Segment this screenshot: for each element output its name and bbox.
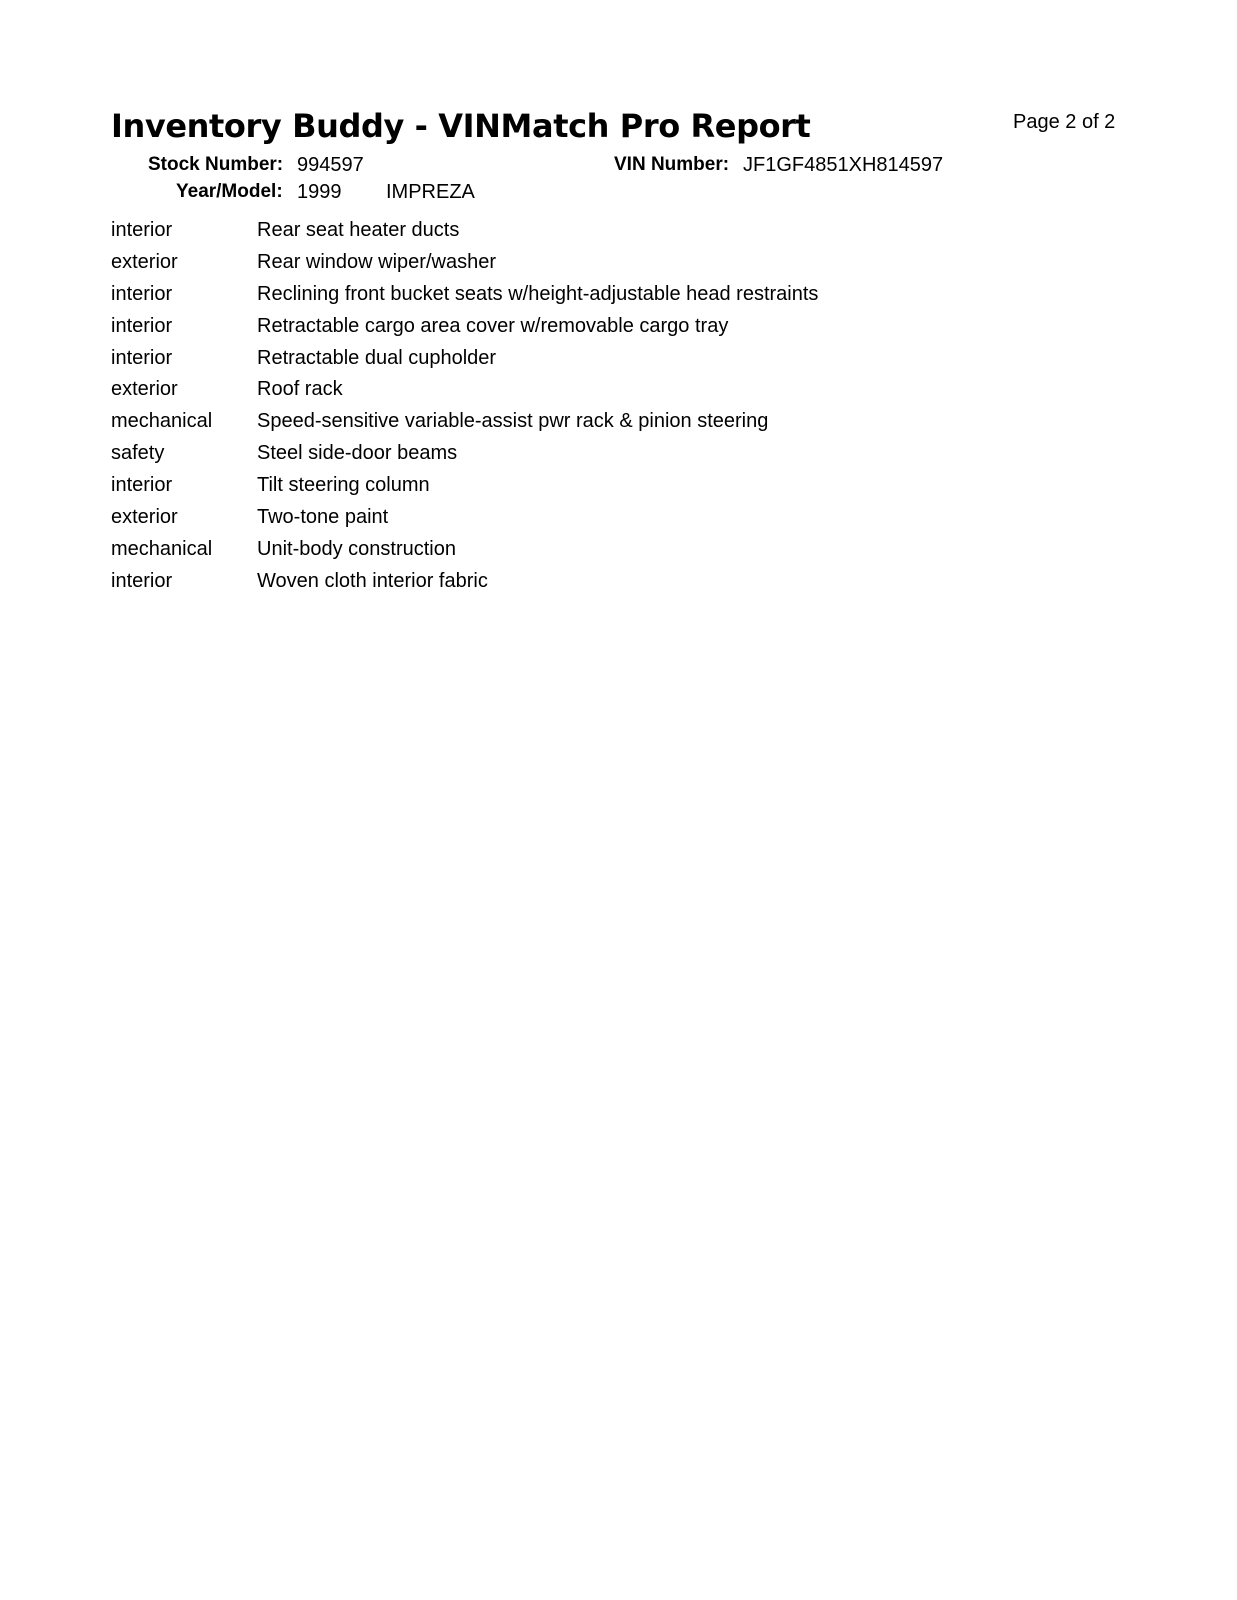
feature-category: exterior [111,378,178,401]
feature-description: Reclining front bucket seats w/height-adjustable head restraints [257,282,819,305]
feature-description: Retractable dual cupholder [257,346,497,369]
feature-category: exterior [111,506,178,529]
page-number: Page 2 of 2 [1013,111,1116,133]
vin-number-label: VIN Number: [614,154,730,175]
model-value: IMPREZA [386,181,475,203]
feature-category: interior [111,346,173,369]
feature-description: Retractable cargo area cover w/removable cargo tray [257,314,729,337]
feature-category: interior [111,314,173,337]
feature-description: Tilt steering column [257,474,430,497]
feature-category: interior [111,282,173,305]
feature-description: Unit-body construction [257,537,456,560]
feature-description: Two-tone paint [257,506,389,529]
feature-category: exterior [111,250,178,273]
report-title: Inventory Buddy - VINMatch Pro Report [111,107,811,145]
feature-category: interior [111,569,173,592]
feature-category: mechanical [111,537,213,560]
stock-number-value: 994597 [297,154,364,176]
feature-description: Speed-sensitive variable-assist pwr rack & pinion steering [257,410,769,433]
feature-description: Steel side-door beams [257,442,458,465]
stock-number-label: Stock Number: [148,154,284,175]
feature-description: Roof rack [257,378,343,401]
feature-description: Rear window wiper/washer [257,250,496,273]
year-model-label: Year/Model: [176,181,283,202]
feature-category: interior [111,474,173,497]
feature-description: Rear seat heater ducts [257,219,460,241]
year-value: 1999 [297,181,342,203]
vin-number-value: JF1GF4851XH814597 [743,154,944,176]
feature-category: interior [111,219,173,241]
feature-description: Woven cloth interior fabric [257,569,488,592]
feature-category: mechanical [111,410,213,433]
feature-category: safety [111,442,165,465]
